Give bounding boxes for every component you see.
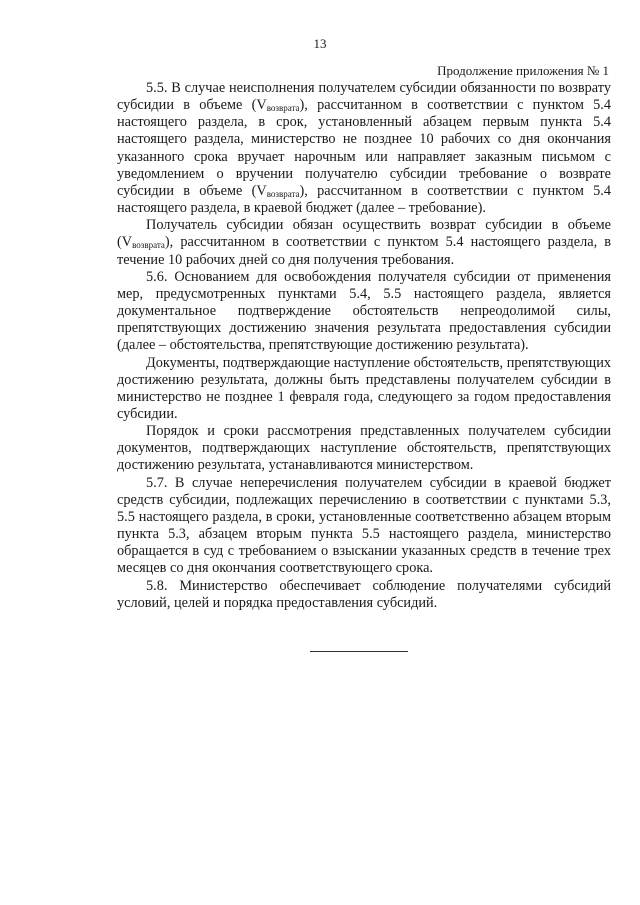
paragraph-5-5 (117, 80, 611, 217)
paragraph-5-6: 5.6. Основанием для освобождения получателя субсидии от применения мер, предусмотренных пунктами 5.4, 5.5 настоящего раздела, является документальное подтверждение обстоятельств непреодолимой силы, препятствующих достижению значения результата предоставления субсидии (далее – обстоятельства, препятствующие достижению результата). (117, 268, 611, 354)
paragraph-5-8: 5.8. Министерство обеспечивает соблюдение получателями субсидий условий, целей и порядка предоставления субсидий. (117, 577, 611, 611)
paragraph-text: 5.5. В случае неисполнения получателем субсидии обязанности по возврату субсидии в объеме (V (117, 80, 611, 114)
paragraph-text: ), рассчитанном в соответствии с пунктом 5.4 настоящего раздела, в срок, установленный абзацем первым пункта 5.4 настоящего раздела, министерство не позднее 10 рабочих со дня окончания указанного срока вручает нарочным или направляет заказным письмом с уведомлением о вручении получателю субсидии требование о возврате субсидии в объеме (V (117, 97, 611, 199)
appendix-continuation-note: Продолжение приложения № 1 (437, 63, 609, 78)
paragraph-procedure: Порядок и сроки рассмотрения представленных получателем субсидии документов, подтверждающих наступление обстоятельств, препятствующих достижению результата, устанавливаются министерством. (117, 423, 611, 474)
paragraph-text: Получатель субсидии обязан осуществить возврат субсидии в объеме (V (117, 217, 611, 251)
subscript-vozvrata: возврата (132, 240, 165, 251)
paragraph-documents: Документы, подтверждающие наступление обстоятельств, препятствующих достижению результата, должны быть представлены получателем субсидии в министерство не позднее 1 февраля года, следующего за годом предоставления субсидии. (117, 354, 611, 422)
paragraph-5-7: 5.7. В случае неперечисления получателем субсидии в краевой бюджет средств субсидии, подлежащих перечислению в соответствии с пунктами 5.3, 5.5 настоящего раздела, в сроки, установленные соответственно абзацем вторым пункта 5.3, абзацем вторым пункта 5.5 настоящего раздела, министерство обращается в суд с требованием о взыскании указанных средств в течение трех месяцев со дня окончания соответствующего срока. (117, 474, 611, 577)
document-body (117, 80, 611, 612)
paragraph-text: ), рассчитанном в соответствии с пунктом 5.4 настоящего раздела, в течение 10 рабочих дней со дня получения требования. (117, 234, 611, 268)
page-number: 13 (313, 36, 327, 51)
subscript-vozvrata: возврата (266, 103, 300, 114)
paragraph-text: ), рассчитанном в соответствии с пунктом 5.4 настоящего раздела, в краевой бюджет (далее – требование). (117, 182, 611, 217)
subscript-vozvrata: возврата (266, 188, 300, 199)
end-divider-line (310, 651, 408, 652)
paragraph-return-obligation (117, 217, 611, 268)
